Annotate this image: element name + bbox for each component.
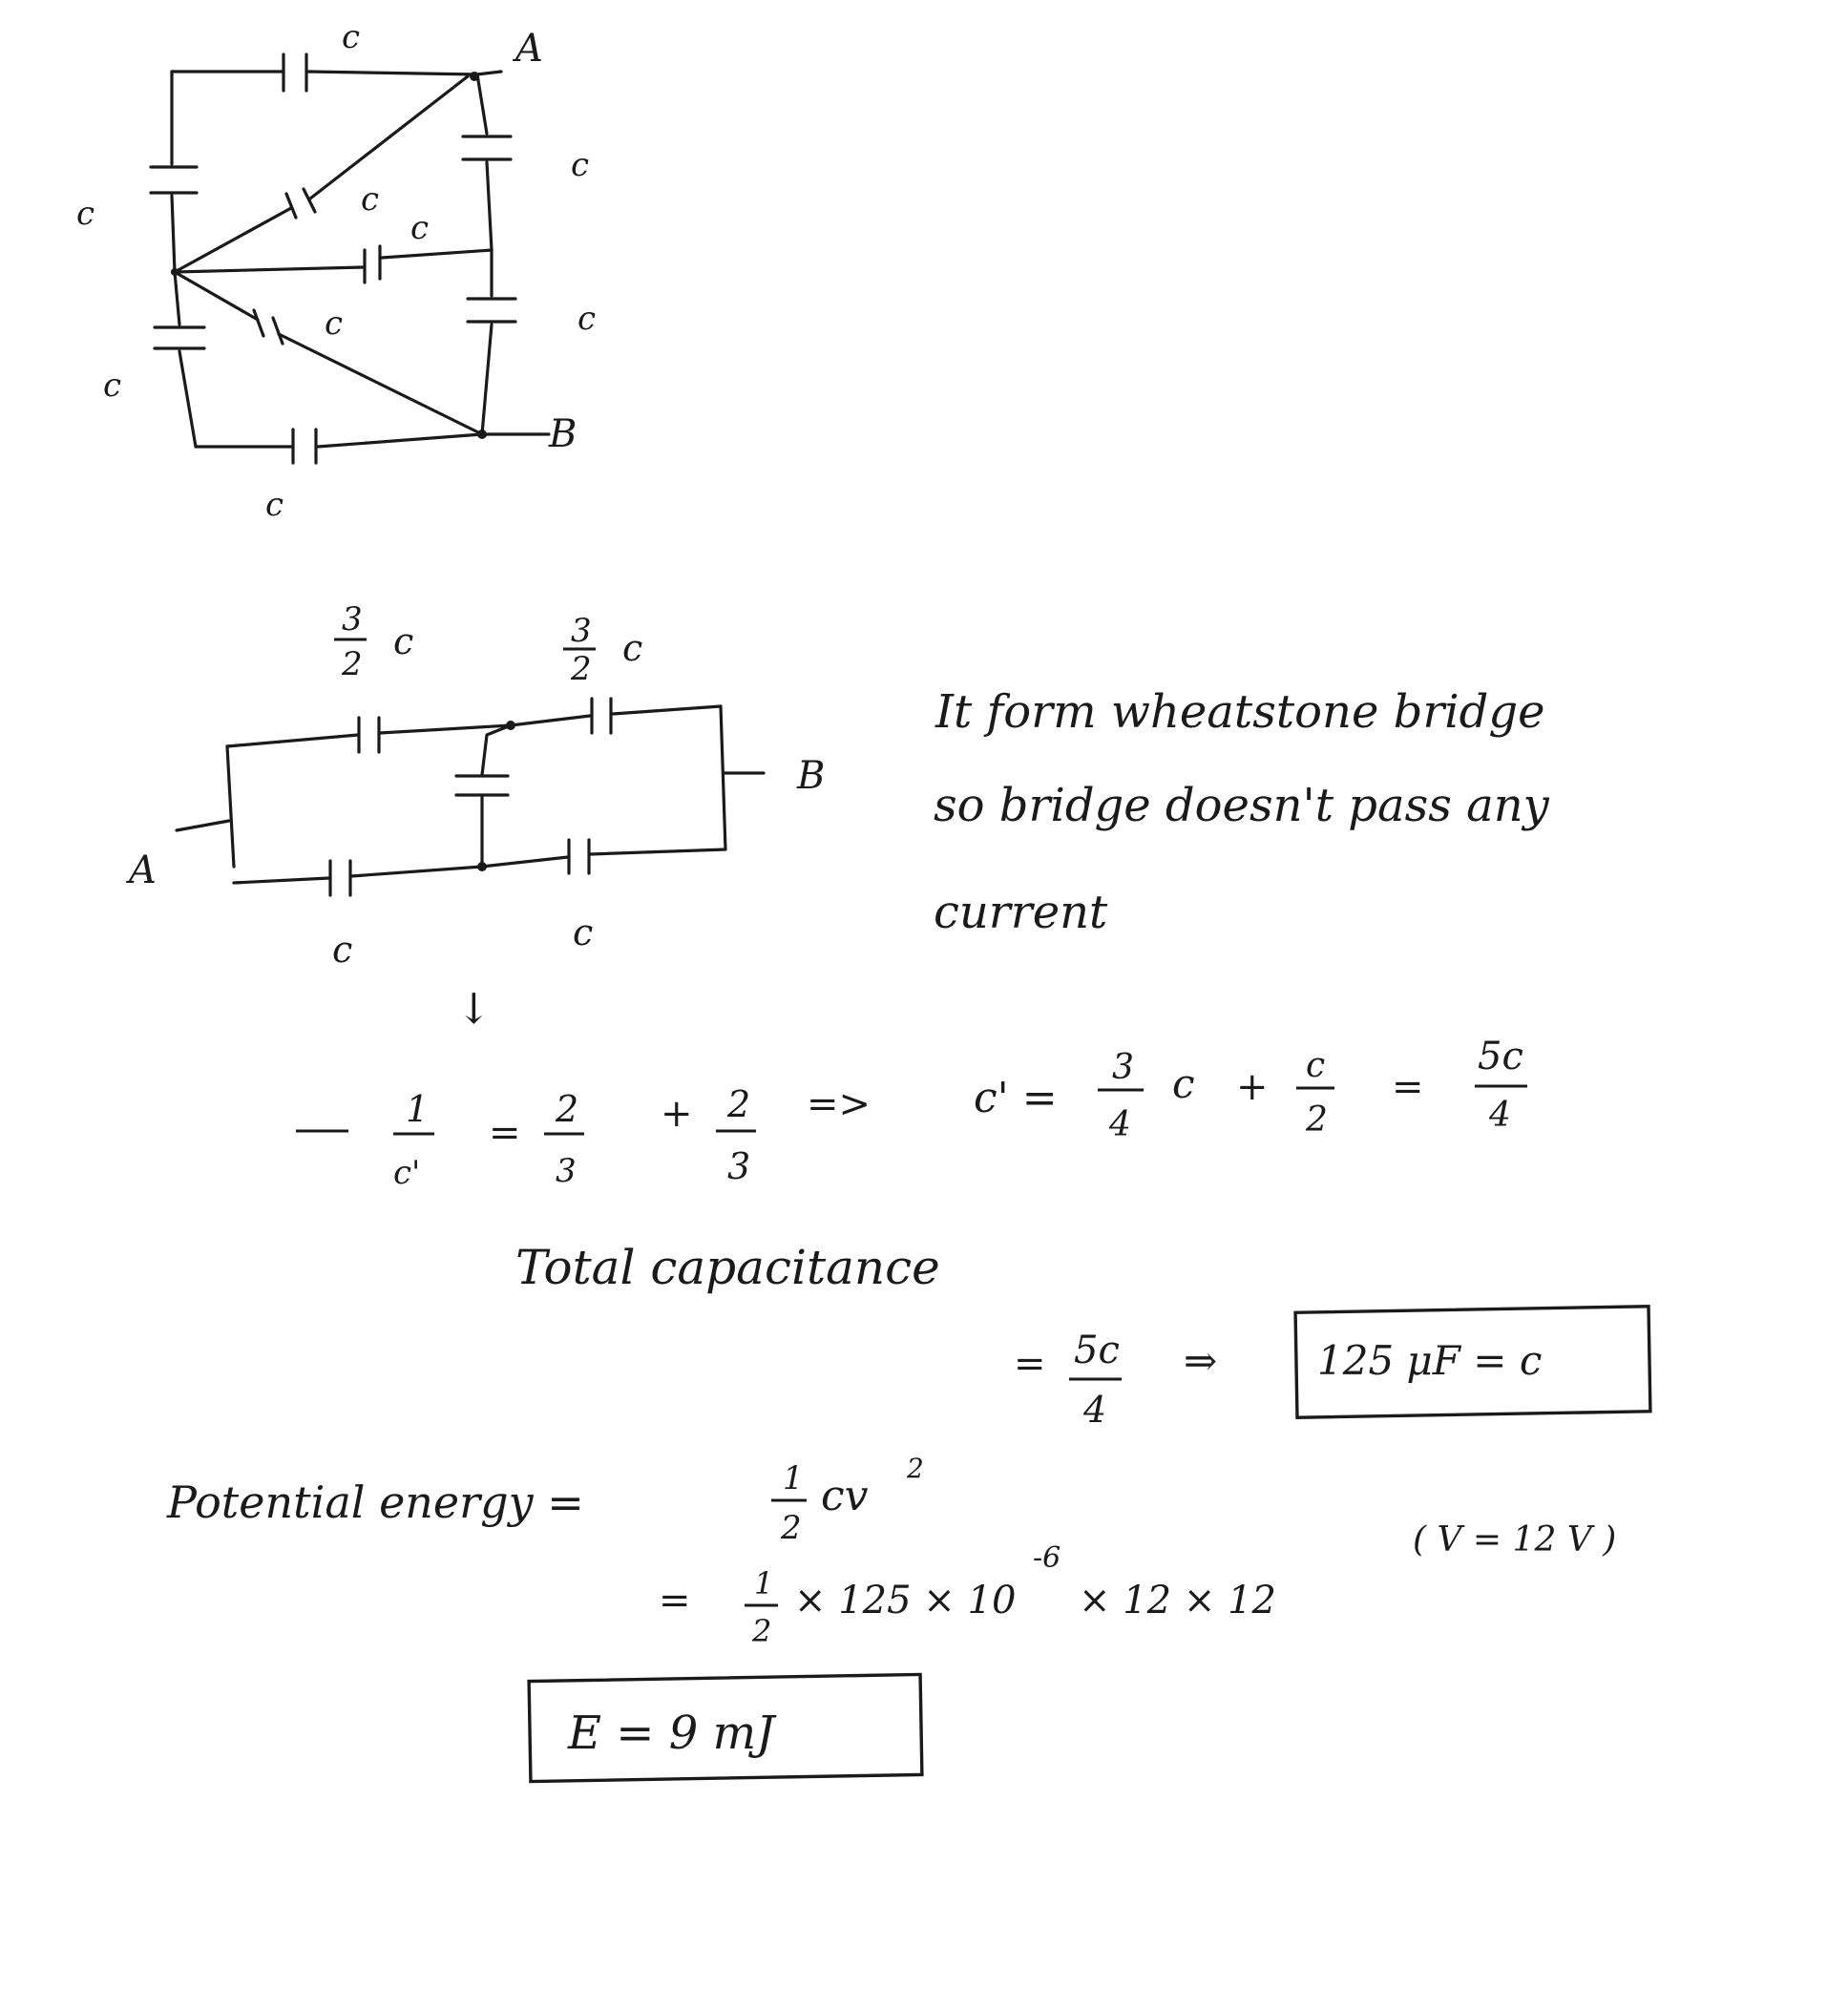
arrow-down-icon: ↓ bbox=[456, 985, 492, 1034]
fig1-cap-label: c bbox=[325, 304, 344, 343]
cap-top-right-den: 2 bbox=[571, 650, 592, 688]
parallel-t1-num: 3 bbox=[1112, 1048, 1134, 1087]
parallel-result-num: 5c bbox=[1478, 1035, 1523, 1078]
fig1-cap-label: c bbox=[571, 146, 590, 184]
series-lhs-num: 1 bbox=[406, 1088, 430, 1130]
parallel-t1-var: c bbox=[1172, 1060, 1195, 1107]
fig1-cap-label: c bbox=[265, 486, 284, 524]
total-equals: = bbox=[1014, 1342, 1046, 1386]
series-t1-den: 3 bbox=[556, 1152, 577, 1190]
energy-given: ( V = 12 V ) bbox=[1413, 1520, 1617, 1560]
fig2-label-b: B bbox=[797, 754, 826, 798]
total-result: 125 μF = c bbox=[1317, 1337, 1543, 1384]
series-equals: = bbox=[489, 1111, 521, 1155]
wire-right-lead-a bbox=[477, 72, 501, 74]
wire-bottom bbox=[196, 434, 482, 447]
bridge-right-rail bbox=[721, 706, 725, 849]
parallel-equation bbox=[974, 1035, 1527, 1144]
parallel-t2-den: 2 bbox=[1306, 1100, 1328, 1140]
note-line-1: It form wheatstone bridge bbox=[935, 685, 1545, 739]
node-a-dot bbox=[470, 72, 479, 81]
wire-left-lower bbox=[175, 272, 196, 447]
cap-top-left-num: 3 bbox=[342, 600, 363, 639]
energy-sub-rest: × 125 × 10 bbox=[794, 1579, 1017, 1623]
wire-right-lower bbox=[482, 250, 492, 434]
energy-sub-den: 2 bbox=[752, 1613, 772, 1649]
note-line-3: current bbox=[934, 886, 1108, 939]
lead-a bbox=[177, 821, 229, 830]
series-t2-num: 2 bbox=[727, 1083, 751, 1125]
series-plus: + bbox=[661, 1092, 693, 1136]
fig1-cap-label: c bbox=[103, 366, 122, 405]
energy-formula-num: 1 bbox=[783, 1459, 804, 1497]
parallel-equals: = bbox=[1392, 1065, 1424, 1109]
cap-top-left-den: 2 bbox=[342, 645, 363, 683]
total-value-den: 4 bbox=[1083, 1389, 1107, 1431]
parallel-t1-den: 4 bbox=[1109, 1105, 1131, 1144]
fig1-cap-label: c bbox=[361, 180, 380, 219]
series-equation bbox=[296, 1082, 871, 1192]
energy-formula-exp: 2 bbox=[907, 1453, 924, 1484]
potential-energy bbox=[166, 1453, 1616, 1782]
wire-left-upper bbox=[172, 72, 175, 272]
energy-label: Potential energy = bbox=[167, 1476, 584, 1528]
total-capacitance bbox=[515, 1240, 1650, 1431]
wire-diag-to-b bbox=[175, 272, 482, 434]
energy-sub-exp: -6 bbox=[1033, 1541, 1061, 1575]
fig1-cap-label: c bbox=[410, 209, 430, 247]
bridge-node-bottom bbox=[477, 862, 487, 871]
fig1-label-b: B bbox=[549, 412, 578, 456]
parallel-lhs: c' = bbox=[974, 1074, 1058, 1122]
series-lhs-den: c' bbox=[393, 1154, 421, 1192]
fig1-label-a: A bbox=[515, 27, 543, 71]
cap-bottom-left: c bbox=[332, 929, 353, 971]
energy-formula-den: 2 bbox=[781, 1509, 802, 1547]
series-implies: => bbox=[807, 1082, 872, 1126]
total-label: Total capacitance bbox=[515, 1240, 940, 1295]
wire-right-upper bbox=[477, 74, 492, 250]
series-t1-num: 2 bbox=[556, 1088, 579, 1130]
capacitor-plates bbox=[151, 54, 515, 463]
node-junction-dot bbox=[171, 268, 178, 276]
energy-sub-tail: × 12 × 12 bbox=[1079, 1579, 1276, 1623]
wire-top bbox=[172, 72, 477, 74]
series-t2-den: 3 bbox=[727, 1145, 751, 1187]
energy-formula-rest: cv bbox=[821, 1472, 869, 1520]
total-implies: ⇒ bbox=[1184, 1337, 1218, 1384]
bridge-left-rail bbox=[227, 746, 234, 867]
cap-top-left-var: c bbox=[393, 620, 414, 662]
energy-result: E = 9 mJ bbox=[568, 1706, 775, 1760]
fig1-cap-label: c bbox=[578, 300, 597, 338]
fig2-label-a: A bbox=[129, 848, 157, 892]
bridge-explanation bbox=[934, 685, 1550, 939]
energy-sub-equals: = bbox=[659, 1579, 691, 1623]
parallel-result-den: 4 bbox=[1489, 1096, 1511, 1135]
figure-original-network bbox=[76, 18, 596, 524]
note-line-2: so bridge doesn't pass any bbox=[934, 779, 1549, 832]
cap-top-right-num: 3 bbox=[571, 612, 592, 650]
bridge-top-wire bbox=[227, 706, 721, 746]
parallel-t2-num: c bbox=[1306, 1046, 1326, 1085]
wire-middle bbox=[175, 250, 492, 272]
cap-bottom-right: c bbox=[573, 911, 594, 953]
fig1-cap-label: c bbox=[342, 18, 361, 56]
energy-sub-num: 1 bbox=[754, 1565, 774, 1602]
total-value-num: 5c bbox=[1074, 1329, 1120, 1372]
cap-top-right-var: c bbox=[622, 627, 643, 669]
bridge-node-top bbox=[506, 721, 515, 730]
figure-wheatstone-bridge bbox=[125, 600, 825, 971]
node-b-dot bbox=[477, 429, 487, 439]
fig1-cap-label: c bbox=[76, 195, 95, 233]
parallel-plus: + bbox=[1236, 1065, 1269, 1109]
